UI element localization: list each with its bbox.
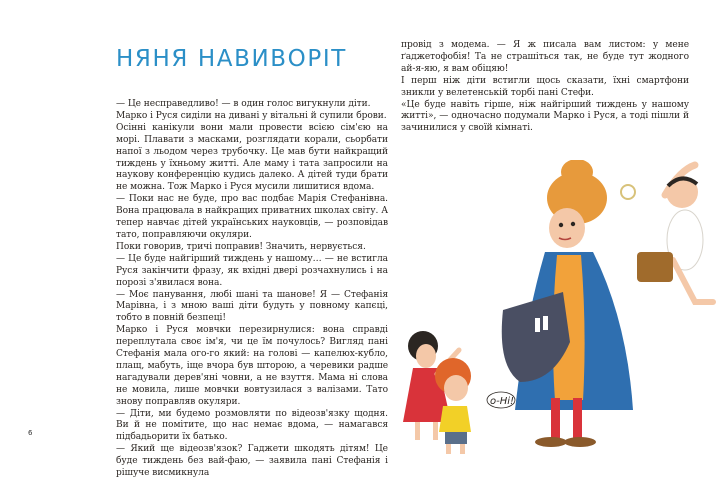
suitcase-icon bbox=[637, 252, 673, 282]
story-illustration bbox=[395, 160, 720, 460]
left-text-column bbox=[116, 99, 388, 480]
paragraph: — Діти, ми будемо розмовляти по відеозв'язку щодня. Ви й не помітите, що нас немає вдома, — намагався підбадьорити їх батько. bbox=[116, 408, 388, 443]
right-text-column bbox=[401, 40, 689, 135]
chapter-title: НЯНЯ НАВИВОРІТ bbox=[116, 46, 347, 72]
paragraph: Поки говорив, тричі поправив! Значить, нервується. bbox=[116, 241, 366, 252]
paragraph: — Це буде найгірший тиждень у нашому… — не встигла Руся закінчити фразу, як вхідні двері розчахнулись і на порозі з'явилася вона. bbox=[116, 253, 388, 288]
speech-bubble bbox=[487, 392, 515, 408]
paragraph: І перш ніж діти встигли щось сказати, їхні смартфони зникли у велетенській торбі пані Стефи. bbox=[401, 75, 689, 98]
paragraph: «Це буде навіть гірше, ніж найгірший тиждень у нашому житті», — одночасно подумали Марко і Руся, а тоді пішли й зачинилися у своїй кімнаті. bbox=[401, 99, 689, 134]
paragraph: — Моє панування, любі шані та шанове! Я — Стефанія Марівна, і з мною ваші діти будуть у повному капєці, тобто в повній безпеці! bbox=[116, 289, 388, 324]
paragraph: — Який ще відеозв'язок? Гаджети шкодять дітям! Це буде тиждень без вай-фаю, — заявила пані Стефанія і рішуче висмикнула bbox=[116, 444, 388, 479]
dad-figure bbox=[621, 165, 713, 302]
page-number: 6 bbox=[28, 429, 33, 437]
nanny-figure bbox=[502, 160, 633, 447]
paragraph: Марко і Руся мовчки перезирнулися: вона справді переплутала своє ім'я, чи це їм почулось? Вигляд пані Стефанія мала ого-го який: на голові — капелюх-кубло, плащ, мабуть, іще вчора був шторою, а черевики радше нагадували дерев'яні човни, а не взуття. Мама ні слова не мовила, лише мовчки вовтузилася з валізами. Тато знову поправляв окуляри. bbox=[116, 325, 388, 407]
paragraph: Марко і Руся сиділи на дивані у вітальні й супили брови. bbox=[116, 110, 387, 121]
paragraph: — Поки нас не буде, про вас подбає Марія Стефанівна. Вона працювала в найкращих приватних школах світу. А тепер навчає дітей українських науковців, — розповідав тато, поправляючи окуляри. bbox=[116, 194, 388, 240]
paragraph: провід з модема. — Я ж писала вам листом: у мене ґаджетофобія! Та не страшіться так, не буде тут жодного ай-я-яю, я вам обіцяю! bbox=[401, 40, 689, 74]
speech-text: о-Ні! bbox=[490, 396, 515, 407]
paragraph: — Це несправедливо! — в один голос вигукнули діти. bbox=[116, 99, 371, 109]
paragraph: Осінні канікули вони мали провести всією сім'єю на морі. Плавати з масками, розглядати корали, сьорбати напої з льодом через трубочку. Це мав бути найкращий тиждень у їхньому житті. Але маму і тата запросили на наукову конференцію кудись далеко. А дітей туди брати не можна. Тож Марко і Руся мусили лишитися вдома. bbox=[116, 122, 388, 193]
